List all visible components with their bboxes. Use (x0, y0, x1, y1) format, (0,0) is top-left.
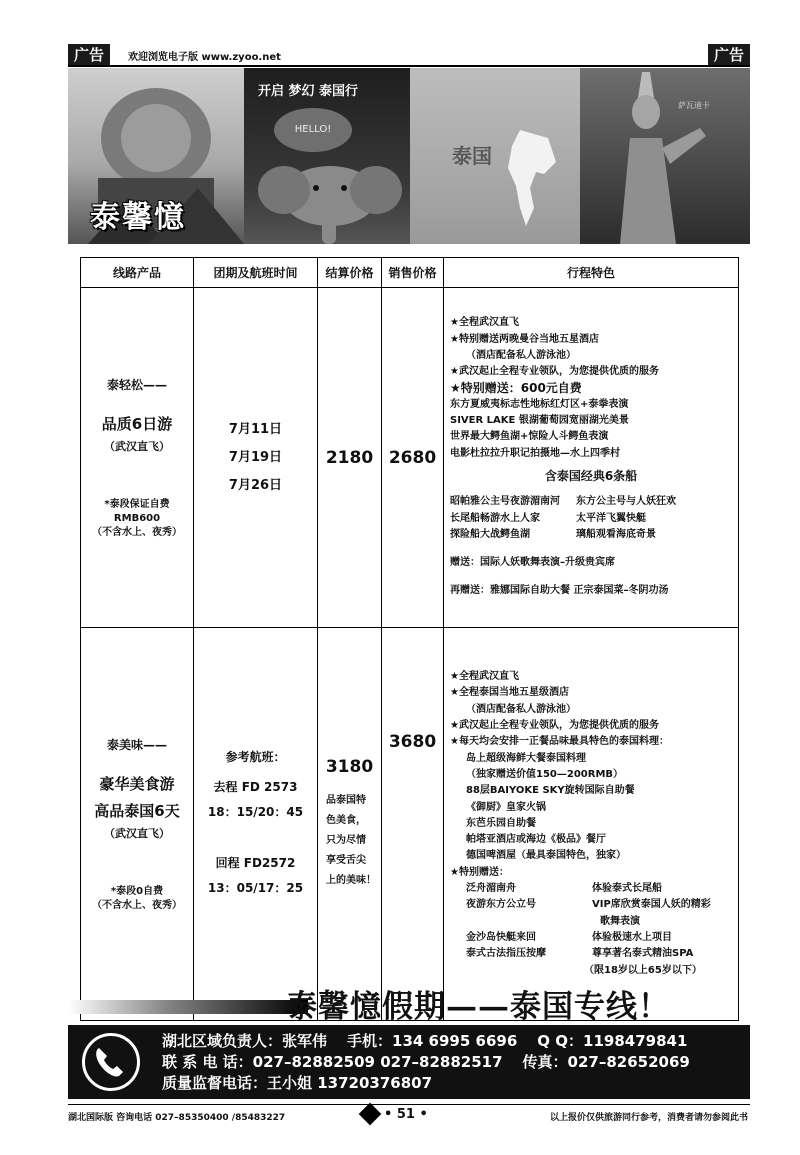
gift-item: 尊享著名泰式精油SPA (592, 948, 694, 960)
feature-line (450, 930, 732, 946)
cost-price-cell (318, 288, 382, 628)
boat-item: 东方公主号与人妖狂欢 (576, 496, 676, 508)
sale-price: 3680 (388, 732, 437, 752)
flight-outbound-time: 18：15/20：45 (207, 804, 304, 819)
sale-price: 2680 (388, 447, 437, 468)
greeting-text: 萨瓦迪卡 (678, 101, 710, 110)
phone-icon (82, 1033, 140, 1091)
gift-item: 体验泰式长尾船 (592, 883, 662, 895)
footer-rule (68, 1104, 750, 1105)
banner-panel-statue (68, 68, 244, 244)
boat-item: 探险船大战鳄鱼湖 (450, 528, 530, 540)
header-cost-price: 结算价格 (318, 258, 382, 288)
footer-disclaimer: 以上报价仅供旅游同行参考，消费者请勿参阅此书 (549, 1113, 748, 1123)
note-line: *泰段0自费 (110, 885, 164, 897)
feature-line (450, 897, 732, 913)
table-header-row (81, 258, 739, 288)
feature-line: （限18岁以上65岁以下） (584, 964, 702, 976)
feature-line: （独家赠送价值150—200RMB） (466, 768, 624, 780)
contact-line-3[interactable]: 质量监督电话：王小姐 13720376807 (162, 1074, 433, 1092)
departure-date: 7月26日 (228, 477, 283, 493)
gift-item: 体验极速水上项目 (592, 931, 672, 943)
note-line: 只为尽情 (326, 835, 366, 846)
departure-date: 7月19日 (228, 449, 283, 465)
feature-line (450, 881, 732, 897)
feature-line: 《御厨》皇家火锅 (466, 801, 546, 813)
banner-slogan: 开启 梦幻 泰国行 (258, 84, 359, 99)
table-row (81, 288, 739, 628)
manager-label: 湖北区域负责人：张军伟 (162, 1032, 328, 1050)
flight-outbound: 去程 FD 2573 (213, 779, 298, 794)
qq-number[interactable]: Q Q：1198479841 (537, 1032, 688, 1050)
banner-panel-dancer (580, 68, 750, 244)
feature-line: 东芭乐园自助餐 (466, 817, 536, 829)
feature-line (450, 511, 732, 527)
feature-line: ★武汉起止全程专业领队，为您提供优质的服务 (450, 366, 659, 378)
feature-line: 岛上超级海鲜大餐泰国料理 (466, 752, 586, 764)
features-cell (444, 288, 739, 628)
product-cell (81, 288, 194, 628)
feature-line: ★特别赠送两晚曼谷当地五星酒店 (450, 333, 599, 345)
contact-phone[interactable]: 联 系 电 话：027–82882509 027–82882517 (162, 1053, 503, 1071)
feature-line: （酒店配备私人游泳池） (466, 703, 576, 715)
note-line: 上的美味！ (326, 875, 376, 886)
note-line: （不含水上、夜秀） (92, 899, 182, 911)
note-line: 品泰国特 (326, 795, 366, 806)
feature-line: 歌舞表演 (600, 915, 640, 927)
gift-item: 金沙岛快艇来回 (466, 931, 536, 943)
feature-line: ★全程泰国当地五星级酒店 (450, 687, 569, 699)
note-line: RMB600 (113, 512, 161, 524)
feature-line: 赠送：国际人妖歌舞表演–升级贵宾席 (450, 557, 615, 569)
gift-item: 泰式古法指压按摩 (466, 948, 546, 960)
header-features: 行程特色 (444, 258, 739, 288)
banner-panel-map (410, 68, 580, 244)
product-subtitle: （武汉直飞） (104, 439, 170, 453)
header-date: 团期及航班时间 (194, 258, 318, 288)
gift-item: VIP席欣赏泰国人妖的精彩 (592, 899, 711, 911)
contact-lines (162, 1031, 690, 1094)
footer-edition: 湖北国际版 咨询电话 027–85350400 /85483227 (68, 1113, 286, 1123)
top-bar (68, 44, 750, 66)
thailand-map-icon (500, 128, 560, 228)
sale-price-cell (382, 628, 444, 1021)
cost-price: 2180 (325, 447, 374, 468)
banner-panel-elephant (244, 68, 410, 244)
cost-price: 3180 (325, 757, 374, 777)
price-note (318, 791, 381, 891)
feature-line: 德国啤酒屋（最具泰国特色，独家） (466, 850, 626, 862)
flight-title: 参考航班： (225, 749, 286, 764)
feature-line: SIVER LAKE 银湖葡萄园宽丽湖光美景 (450, 415, 629, 427)
product-title-2: 高品泰国6天 (94, 801, 180, 820)
tour-table (80, 257, 739, 1021)
feature-line: ★武汉起止全程专业领队，为您提供优质的服务 (450, 720, 659, 732)
feature-line: ★每天均会安排一正餐品味最具特色的泰国料理： (450, 736, 669, 748)
slogan-text: 泰馨憶假期——泰国专线！ (286, 989, 670, 1025)
fax-number[interactable]: 传真：027–82652069 (522, 1053, 690, 1071)
flight-return-time: 13：05/17：25 (207, 880, 304, 895)
note-line: *泰段保证自费 (104, 498, 170, 510)
feature-line: 东方夏威夷标志性地标红灯区+泰拳表演 (450, 398, 629, 410)
feature-line: 再赠送：雅娜国际自助大餐 正宗泰国菜–冬阴功汤 (450, 585, 669, 597)
site-url-text[interactable]: 欢迎浏览电子版 www.zyoo.net (128, 52, 281, 63)
ad-tag-left: 广告 (68, 44, 110, 66)
brand-logo-text: 泰馨憶 (90, 200, 186, 235)
contact-box (68, 1025, 750, 1099)
product-cell (81, 628, 194, 1021)
note-line: （不含水上、夜秀） (92, 526, 182, 538)
product-title: 品质6日游 (101, 414, 173, 433)
feature-line: 88层BAIYOKE SKY旋转国际自助餐 (466, 785, 635, 797)
feature-line: 电影杜拉拉升职记拍摄地—水上四季村 (450, 447, 620, 459)
header-product: 线路产品 (81, 258, 194, 288)
contact-line-2 (162, 1052, 690, 1073)
boat-item: 长尾船畅游水上人家 (450, 512, 540, 524)
slogan-gradient-bar (68, 1000, 308, 1014)
feature-line: （酒店配备私人游泳池） (466, 349, 576, 361)
elephant-icon (244, 68, 410, 244)
sale-price-cell (382, 288, 444, 628)
page-number (362, 1106, 428, 1122)
boat-item: 昭帕雅公主号夜游湄南河 (450, 496, 560, 508)
feature-line (450, 527, 732, 543)
header-sale-price: 销售价格 (382, 258, 444, 288)
banner (68, 68, 750, 244)
feature-line: ★全程武汉直飞 (450, 317, 519, 329)
feature-line: ★全程武汉直飞 (450, 671, 519, 683)
feature-line: 世界最大鳄鱼湖+惊险人斗鳄鱼表演 (450, 431, 609, 443)
speech-bubble: HELLO! (274, 108, 352, 152)
feature-line: ★特别赠送： (450, 866, 509, 878)
top-rule (68, 65, 750, 67)
diamond-badge-icon (359, 1103, 382, 1126)
note-line: 享受舌尖 (326, 855, 366, 866)
contact-line-1 (162, 1031, 690, 1052)
country-label: 泰国 (452, 144, 492, 168)
product-title: 豪华美食游 (99, 774, 175, 793)
page-number-text: • 51 • (384, 1106, 428, 1122)
feature-line (450, 946, 732, 962)
product-name: 泰轻松—— (106, 377, 167, 392)
product-note (81, 885, 193, 913)
table-row (81, 628, 739, 1021)
gift-item: 泛舟湄南舟 (466, 883, 516, 895)
boat-item: 璃船观看海底奇景 (576, 528, 656, 540)
departure-date: 7月11日 (228, 421, 283, 437)
feature-line: ★特别赠送：600元自费 (450, 381, 582, 396)
cost-price-cell (318, 628, 382, 1021)
flight-cell (194, 628, 318, 1021)
features-cell (444, 628, 739, 1021)
thai-dancer-icon (580, 68, 750, 244)
product-subtitle: （武汉直飞） (104, 826, 170, 840)
gift-item: 夜游东方公立号 (466, 899, 536, 911)
feature-line: 帕塔亚酒店或海边《极品》餐厅 (466, 834, 606, 846)
ad-tag-right: 广告 (708, 44, 750, 66)
feature-line (450, 494, 732, 510)
flight-return: 回程 FD2572 (215, 855, 296, 870)
feature-heading: 含泰国经典6条船 (544, 468, 638, 483)
date-cell (194, 288, 318, 628)
boat-item: 太平洋飞翼快艇 (576, 512, 646, 524)
note-line: 色美食， (326, 815, 366, 826)
product-note (81, 498, 193, 540)
product-name: 泰美味—— (106, 737, 167, 752)
mobile-number[interactable]: 手机：134 6995 6696 (347, 1032, 518, 1050)
